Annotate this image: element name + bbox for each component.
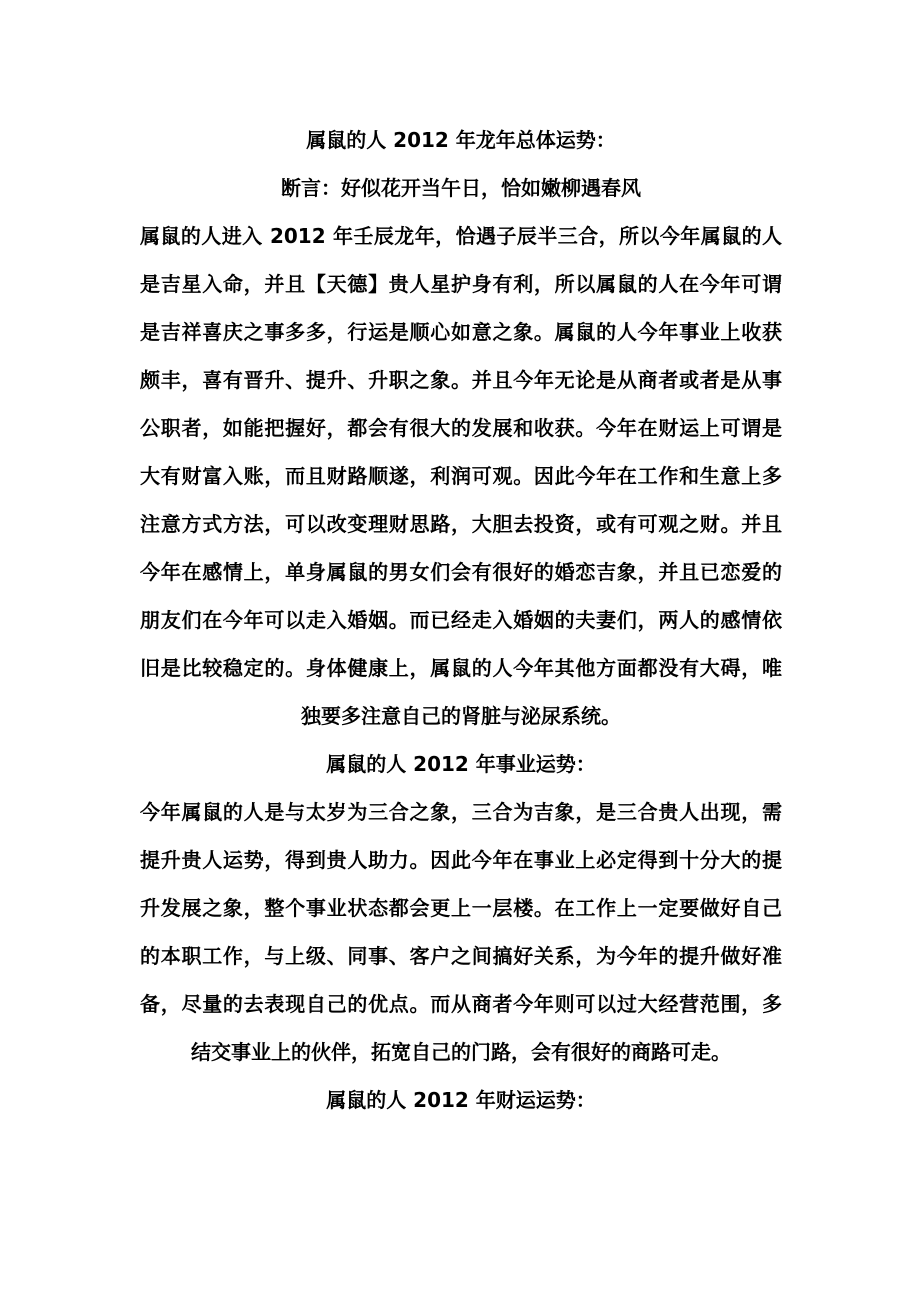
paragraph-line: 备，尽量的去表现自己的优点。而从商者今年则可以过大经营范围，多: [140, 992, 782, 1016]
paragraph-line: 颇丰，喜有晋升、提升、升职之象。并且今年无论是从商者或者是从事: [140, 368, 782, 392]
heading-career-fortune: 属鼠的人 2012 年事业运势：: [326, 752, 596, 776]
paragraph-line: 今年在感情上，单身属鼠的男女们会有很好的婚恋吉象，并且已恋爱的: [140, 560, 782, 584]
document-page: [140, 116, 782, 1124]
paragraph-line: 注意方式方法，可以改变理财思路，大胆去投资，或有可观之财。并且: [140, 512, 782, 536]
paragraph-line: 大有财富入账，而且财路顺遂，利润可观。因此今年在工作和生意上多: [140, 464, 782, 488]
heading-wealth-fortune: 属鼠的人 2012 年财运运势：: [326, 1088, 596, 1112]
paragraph-line: 提升贵人运势，得到贵人助力。因此今年在事业上必定得到十分大的提: [140, 848, 782, 872]
paragraph-line: 是吉星入命，并且【天德】贵人星护身有利，所以属鼠的人在今年可谓: [140, 272, 782, 296]
paragraph-line: 升发展之象，整个事业状态都会更上一层楼。在工作上一定要做好自己: [140, 896, 782, 920]
paragraph-last-line: 结交事业上的伙伴，拓宽自己的门路，会有很好的商路可走。: [191, 1040, 731, 1064]
paragraph-line: 公职者，如能把握好，都会有很大的发展和收获。今年在财运上可谓是: [140, 416, 782, 440]
paragraph-line: 朋友们在今年可以走入婚姻。而已经走入婚姻的夫妻们，两人的感情依: [140, 608, 782, 632]
paragraph-line: 的本职工作，与上级、同事、客户之间搞好关系，为今年的提升做好准: [140, 944, 782, 968]
paragraph-line: 是吉祥喜庆之事多多，行运是顺心如意之象。属鼠的人今年事业上收获: [140, 320, 782, 344]
paragraph-last-line: 独要多注意自己的肾脏与泌尿系统。: [301, 704, 621, 728]
paragraph-line: 今年属鼠的人是与太岁为三合之象，三合为吉象，是三合贵人出现，需: [140, 800, 782, 824]
prophecy-line: 断言：好似花开当午日，恰如嫩柳遇春风: [281, 176, 641, 200]
paragraph-line: 旧是比较稳定的。身体健康上，属鼠的人今年其他方面都没有大碍，唯: [140, 656, 782, 680]
paragraph-line: 属鼠的人进入 2012 年壬辰龙年，恰遇子辰半三合，所以今年属鼠的人: [140, 224, 782, 248]
heading-overall-fortune: 属鼠的人 2012 年龙年总体运势：: [306, 128, 616, 152]
